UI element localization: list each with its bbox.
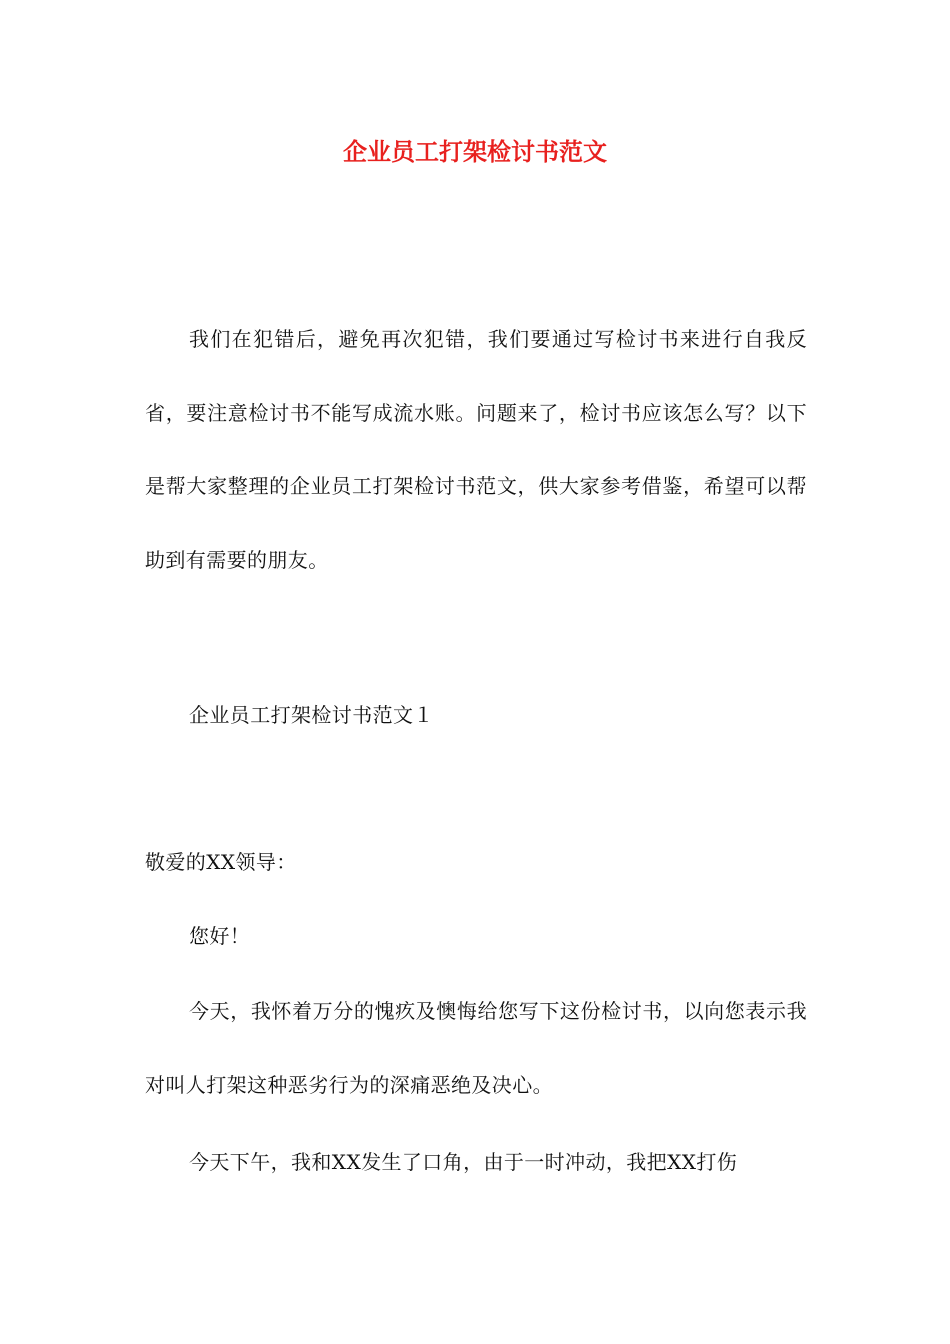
- salutation: 敬爱的XX领导：: [145, 850, 297, 874]
- paragraph-1: 今天，我怀着万分的愧疚及懊悔给您写下这份检讨书，以向您表示我对叫人打架这种恶劣行为的深痛恶绝及决心。: [145, 999, 807, 1097]
- section-heading: 企业员工打架检讨书范文１: [189, 703, 434, 727]
- document-title: 企业员工打架检讨书范文: [343, 137, 607, 166]
- paragraph-2: 今天下午，我和XX发生了口角，由于一时冲动，我把XX打伤: [189, 1150, 738, 1174]
- intro-paragraph: 我们在犯错后，避免再次犯错，我们要通过写检讨书来进行自我反省，要注意检讨书不能写成流水账。问题来了，检讨书应该怎么写？以下是帮大家整理的企业员工打架检讨书范文，供大家参考借鉴，希望可以帮助到有需要的朋友。: [145, 327, 807, 572]
- greeting: 您好！: [189, 924, 251, 948]
